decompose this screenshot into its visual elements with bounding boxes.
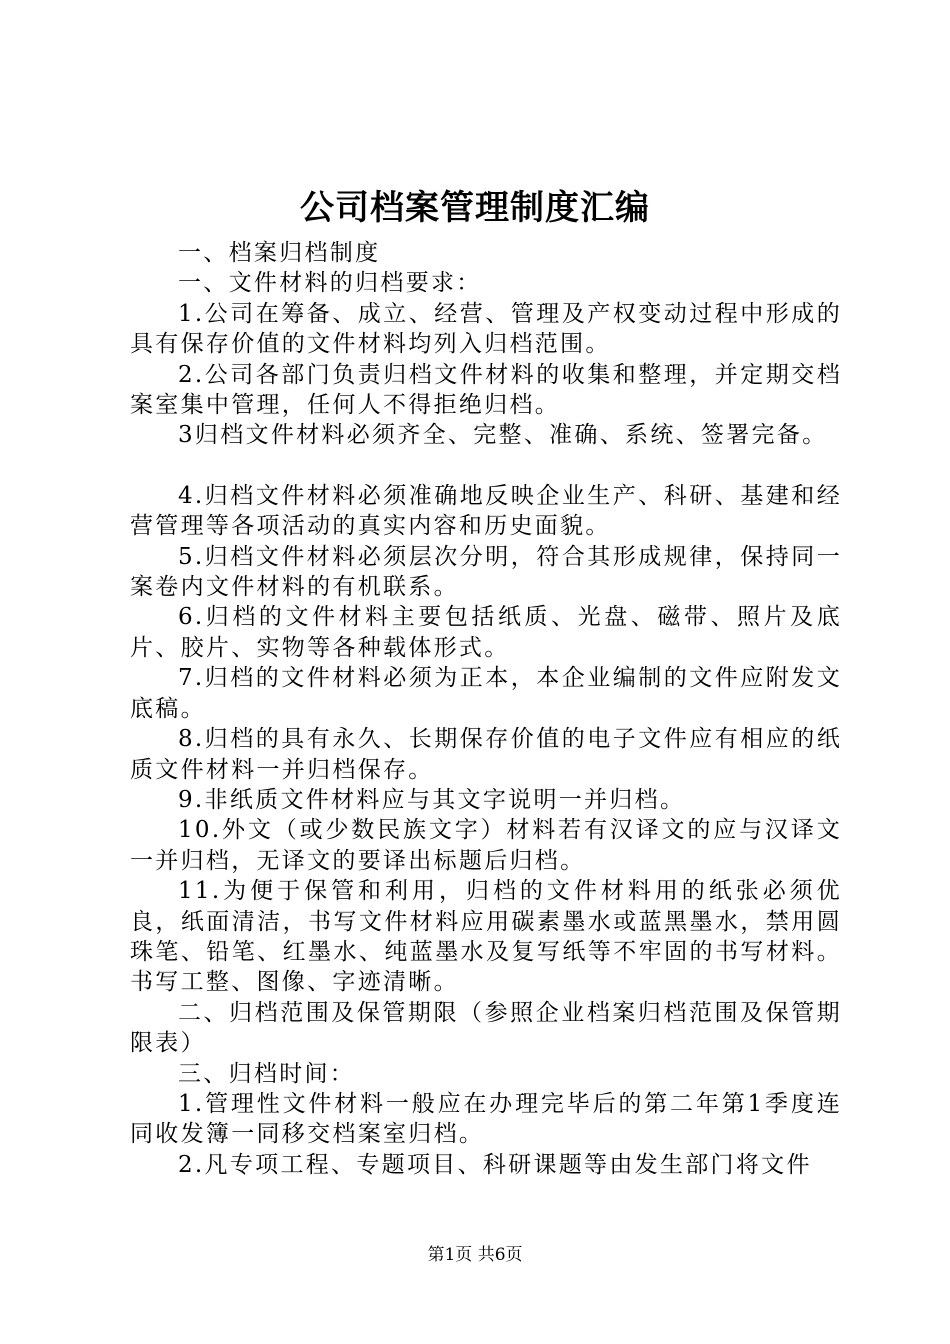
document-title: 公司档案管理制度汇编 (300, 188, 650, 228)
paragraph-item-8: 8.归档的具有永久、长期保存价值的电子文件应有相应的纸质文件材料一并归档保存。 (130, 726, 842, 783)
paragraph-item-5: 5.归档文件材料必须层次分明，符合其形成规律，保持同一案卷内文件材料的有机联系。 (130, 543, 842, 601)
paragraph-item-3: 3归档文件材料必须齐全、完整、准确、系统、签署完备。 (178, 422, 828, 449)
paragraph-time-item-1: 1.管理性文件材料一般应在办理完毕后的第二年第1季度连同收发簿一同移交档案室归档。 (130, 1090, 842, 1148)
document-body (130, 238, 842, 1180)
section-heading-scope-retention: 二、归档范围及保管期限（参照企业档案归档范围及保管期限表） (130, 999, 842, 1057)
paragraph-item-9: 9.非纸质文件材料应与其文字说明一并归档。 (178, 786, 686, 813)
page-footer: 第1页 共6页 (427, 1245, 523, 1265)
paragraph-item-7: 7.归档的文件材料必须为正本，本企业编制的文件应附发文底稿。 (130, 665, 842, 722)
subsection-heading-requirements: 一、文件材料的归档要求： (178, 270, 482, 297)
paragraph-item-4: 4.归档文件材料必须准确地反映企业生产、科研、基建和经营管理等各项活动的真实内容和历史面貌。 (130, 482, 842, 540)
paragraph-item-1: 1.公司在筹备、成立、经营、管理及产权变动过程中形成的具有保存价值的文件材料均列入归档范围。 (130, 300, 842, 358)
section-heading-archiving-time: 三、归档时间： (178, 1060, 356, 1087)
paragraph-time-item-2: 2.凡专项工程、专题项目、科研课题等由发生部门将文件 (178, 1151, 812, 1178)
section-heading-archiving-system: 一、档案归档制度 (178, 240, 381, 266)
paragraph-item-11: 11.为便于保管和利用，归档的文件材料用的纸张必须优良，纸面清洁，书写文件材料应用碳素墨水或蓝黑墨水，禁用圆珠笔、铅笔、红墨水、纯蓝墨水及复写纸等不牢固的书写材料。书写工整、图像、字迹清晰。 (130, 878, 842, 996)
paragraph-item-2: 2.公司各部门负责归档文件材料的收集和整理，并定期交档案室集中管理，任何人不得拒绝归档。 (130, 361, 842, 419)
paragraph-item-6: 6.归档的文件材料主要包括纸质、光盘、磁带、照片及底片、胶片、实物等各种载体形式。 (130, 604, 842, 661)
paragraph-item-10: 10.外文（或少数民族文字）材料若有汉译文的应与汉译文一并归档，无译文的要译出标题后归档。 (130, 817, 842, 874)
